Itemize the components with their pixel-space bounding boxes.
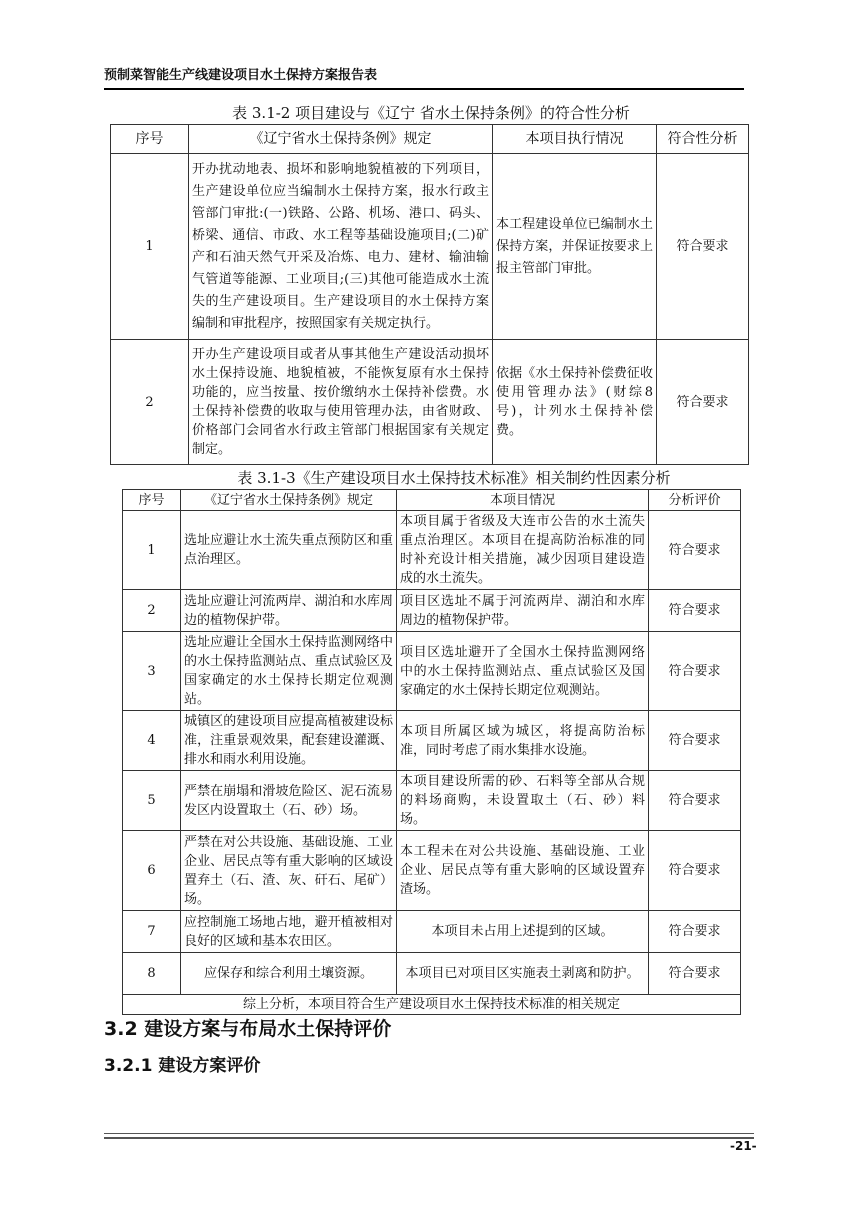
header-cell: 序号 — [123, 490, 181, 511]
status-cell: 本项目未占用上述提到的区域。 — [397, 911, 649, 953]
table-row — [123, 911, 741, 953]
row-number: 8 — [123, 953, 181, 995]
footer-rule — [104, 1137, 754, 1139]
status-cell: 本项目建设所需的砂、石料等全部从合规的料场商购，未设置取土（石、砂）料场。 — [397, 771, 649, 831]
header-cell: 《辽宁省水土保持条例》规定 — [181, 490, 397, 511]
table-row — [111, 340, 749, 465]
rule-cell: 应控制施工场地占地，避开植被相对良好的区域和基本农田区。 — [181, 911, 397, 953]
rule-cell: 选址应避让水土流失重点预防区和重点治理区。 — [181, 511, 397, 590]
table-row — [123, 711, 741, 771]
status-cell: 本项目属于省级及大连市公告的水土流失重点治理区。本项目在提高防治标准的同时补充设计相关措施，减少因项目建设造成的水土流失。 — [397, 511, 649, 590]
table-row — [123, 953, 741, 995]
header-cell: 本项目执行情况 — [493, 125, 657, 154]
result-cell: 符合要求 — [649, 771, 741, 831]
header-cell: 分析评价 — [649, 490, 741, 511]
table-row — [123, 831, 741, 911]
subsection-heading: 3.2.1 建设方案评价 — [104, 1056, 261, 1076]
page-number: -21- — [730, 1139, 757, 1153]
header-rule — [104, 88, 744, 90]
header-cell: 序号 — [111, 125, 189, 154]
status-cell: 依据《水土保持补偿费征收使用管理办法》(财综8号)，计列水土保持补偿费。 — [493, 340, 657, 465]
table-row — [123, 771, 741, 831]
row-number: 6 — [123, 831, 181, 911]
result-cell: 符合要求 — [649, 831, 741, 911]
table-header-row — [123, 490, 741, 511]
row-number: 3 — [123, 632, 181, 711]
rule-cell: 严禁在对公共设施、基础设施、工业企业、居民点等有重大影响的区域设置弃土（石、渣、灰、矸石、尾矿）场。 — [181, 831, 397, 911]
document-header: 预制菜智能生产线建设项目水土保持方案报告表 — [104, 64, 744, 89]
rule-cell: 选址应避让河流两岸、湖泊和水库周边的植物保护带。 — [181, 590, 397, 632]
row-number: 4 — [123, 711, 181, 771]
row-number: 1 — [123, 511, 181, 590]
status-cell: 本项目已对项目区实施表土剥离和防护。 — [397, 953, 649, 995]
row-number: 1 — [111, 154, 189, 340]
result-cell: 符合要求 — [649, 632, 741, 711]
table1-caption: 表 3.1-2 项目建设与《辽宁 省水土保持条例》的符合性分析 — [232, 104, 630, 122]
table-header-row — [111, 125, 749, 154]
summary-cell: 综上分析，本项目符合生产建设项目水土保持技术标准的相关规定 — [123, 995, 741, 1015]
result-cell: 符合要求 — [657, 340, 749, 465]
table-row — [123, 511, 741, 590]
status-cell: 项目区选址不属于河流两岸、湖泊和水库周边的植物保护带。 — [397, 590, 649, 632]
header-cell: 符合性分析 — [657, 125, 749, 154]
footer-rule — [104, 1133, 754, 1134]
status-cell: 项目区选址避开了全国水土保持监测网络中的水土保持监测站点、重点试验区及国家确定的水土保持长期定位观测站。 — [397, 632, 649, 711]
header-cell: 《辽宁省水土保持条例》规定 — [189, 125, 493, 154]
rule-cell: 选址应避让全国水土保持监测网络中的水土保持监测站点、重点试验区及国家确定的水土保持长期定位观测站。 — [181, 632, 397, 711]
result-cell: 符合要求 — [649, 953, 741, 995]
result-cell: 符合要求 — [649, 590, 741, 632]
summary-row — [123, 995, 741, 1015]
rule-cell: 应保存和综合利用土壤资源。 — [181, 953, 397, 995]
row-number: 7 — [123, 911, 181, 953]
header-cell: 本项目情况 — [397, 490, 649, 511]
rule-cell: 严禁在崩塌和滑坡危险区、泥石流易发区内设置取土（石、砂）场。 — [181, 771, 397, 831]
result-cell: 符合要求 — [649, 911, 741, 953]
row-number: 2 — [123, 590, 181, 632]
status-cell: 本工程未在对公共设施、基础设施、工业企业、居民点等有重大影响的区域设置弃渣场。 — [397, 831, 649, 911]
compliance-table — [110, 124, 749, 465]
rule-cell: 城镇区的建设项目应提高植被建设标准，注重景观效果，配套建设灌溉、排水和雨水利用设施。 — [181, 711, 397, 771]
result-cell: 符合要求 — [649, 511, 741, 590]
result-cell: 符合要求 — [649, 711, 741, 771]
row-number: 5 — [123, 771, 181, 831]
section-heading: 3.2 建设方案与布局水土保持评价 — [104, 1018, 392, 1040]
table-row — [123, 632, 741, 711]
constraint-table — [122, 489, 741, 1015]
table-row — [111, 154, 749, 340]
table2-caption: 表 3.1-3《生产建设项目水土保持技术标准》相关制约性因素分析 — [237, 469, 671, 487]
row-number: 2 — [111, 340, 189, 465]
result-cell: 符合要求 — [657, 154, 749, 340]
rule-cell: 开办扰动地表、损坏和影响地貌植被的下列项目，生产建设单位应当编制水土保持方案，报水行政主管部门审批:(一)铁路、公路、机场、港口、码头、桥梁、通信、市政、水工程等基础设施项目;(二)矿产和石油天然气开采及冶炼、电力、建材、输油输气管道等能源、工业项目;(三)其他可能造成水土流失的生产建设项目。生产建设项目的水土保持方案编制和审批程序，按照国家有关规定执行。 — [189, 154, 493, 340]
status-cell: 本工程建设单位已编制水土保持方案，并保证按要求上报主管部门审批。 — [493, 154, 657, 340]
rule-cell: 开办生产建设项目或者从事其他生产建设活动损坏水土保持设施、地貌植被，不能恢复原有水土保持功能的，应当按量、按价缴纳水土保持补偿费。水土保持补偿费的收取与使用管理办法，由省财政、价格部门会同省水行政主管部门根据国家有关规定制定。 — [189, 340, 493, 465]
table-row — [123, 590, 741, 632]
status-cell: 本项目所属区域为城区，将提高防治标准，同时考虑了雨水集排水设施。 — [397, 711, 649, 771]
